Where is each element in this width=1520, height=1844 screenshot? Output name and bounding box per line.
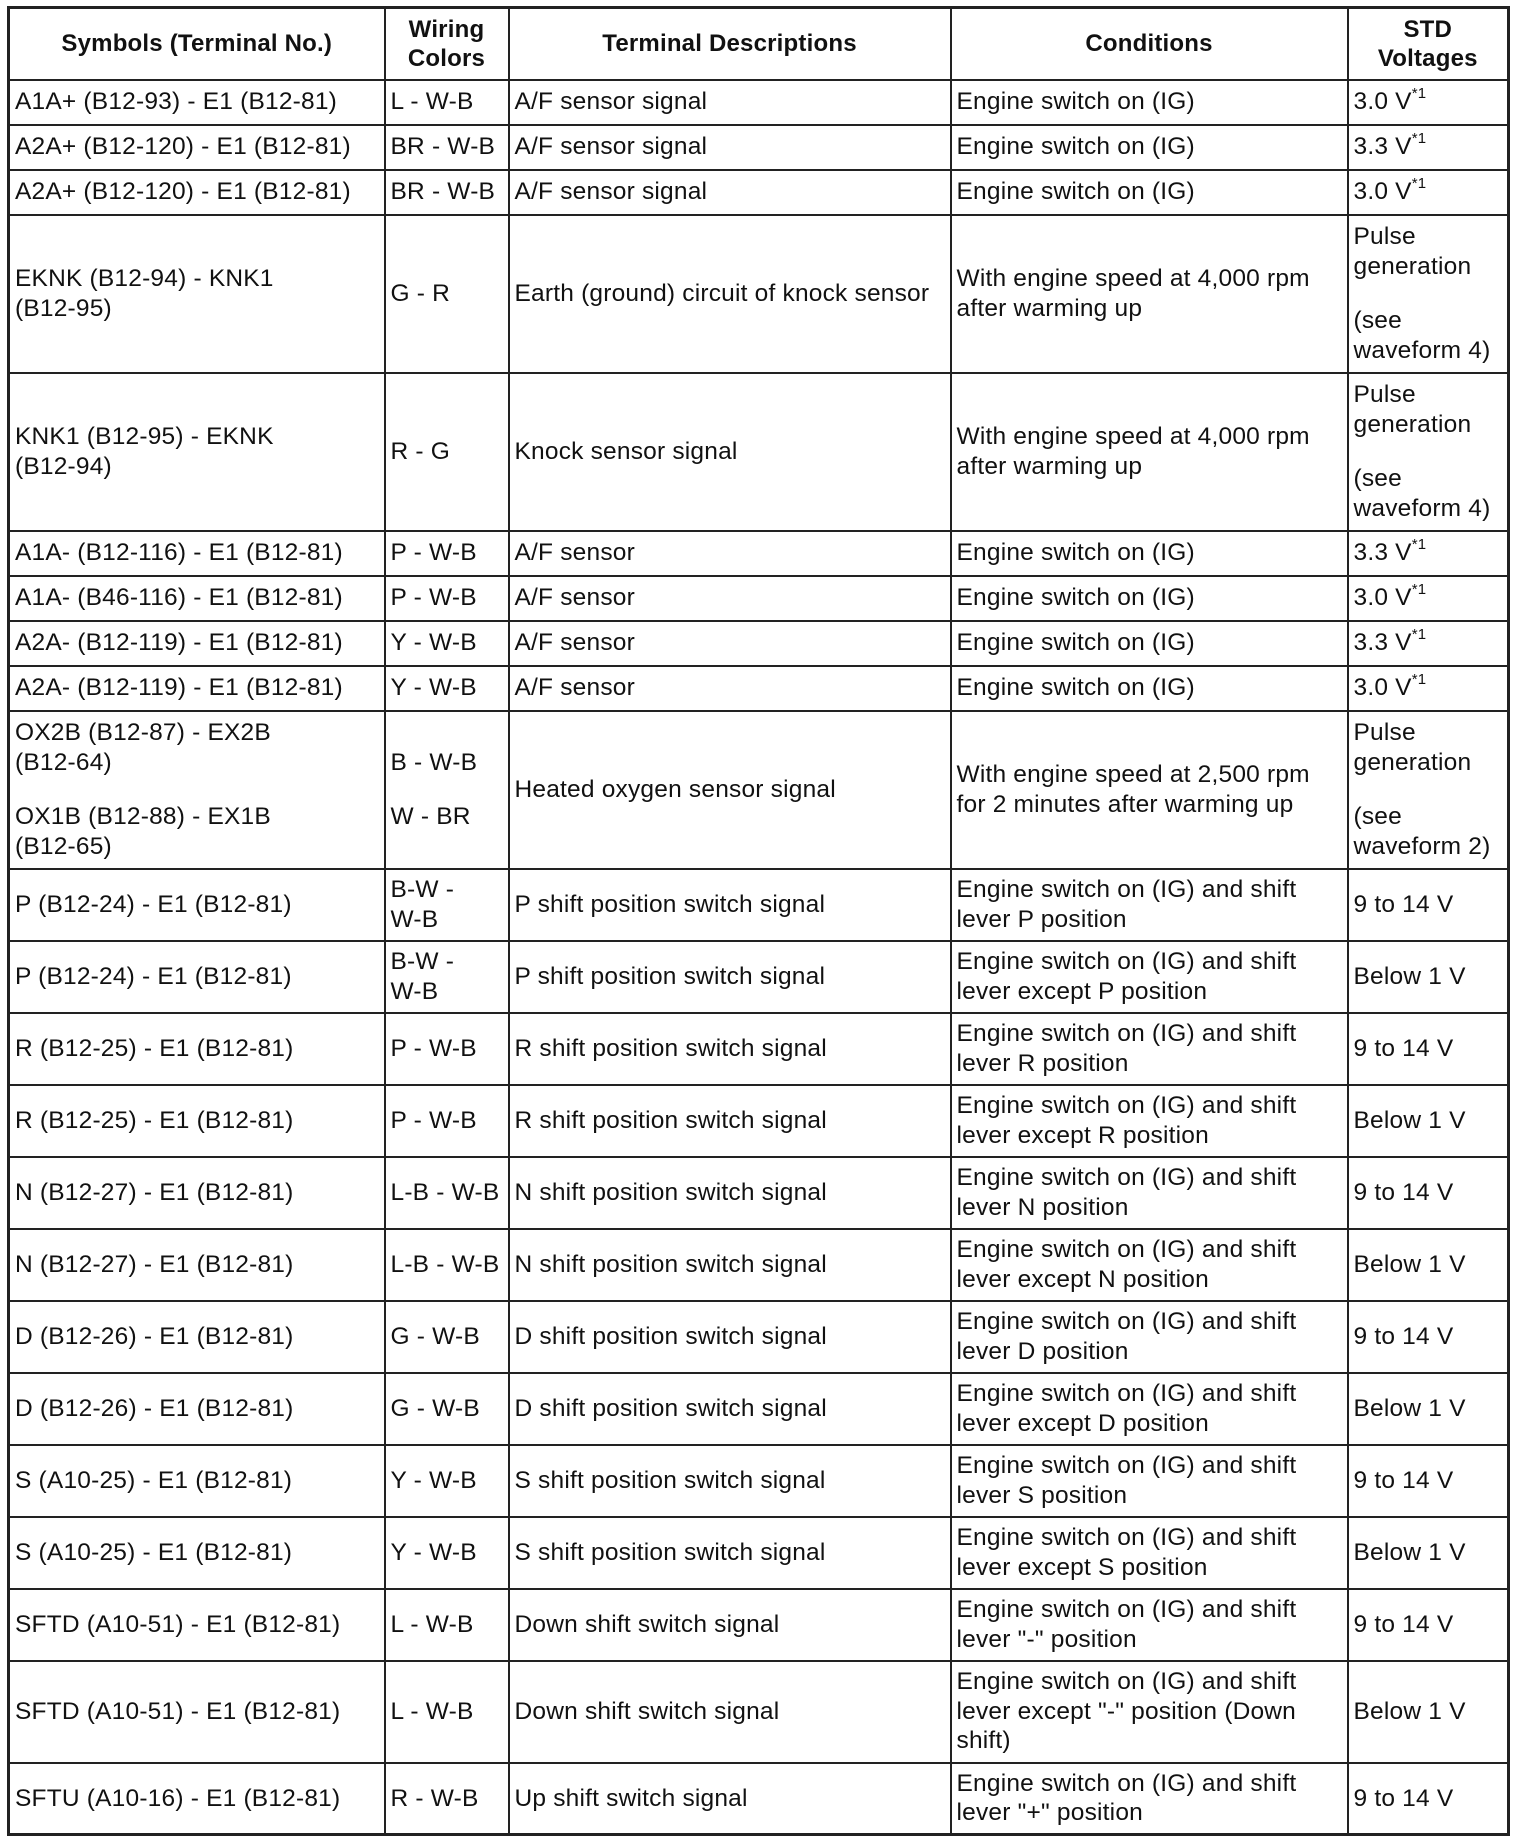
description-cell: P shift position switch signal xyxy=(509,869,951,941)
wiring-color-cell xyxy=(385,1229,509,1301)
condition-cell xyxy=(951,80,1348,125)
condition-cell xyxy=(951,1373,1348,1445)
cell-line: Y - W-B xyxy=(390,1538,477,1566)
header-conditions: Conditions xyxy=(951,8,1348,80)
cell-line: Engine switch on (IG) and shift xyxy=(956,1524,1297,1551)
cell-line: lever except N position xyxy=(956,1265,1209,1293)
header-std-line1: STD xyxy=(1403,15,1453,43)
cell-line: P - W-B xyxy=(390,1034,477,1062)
cell-line: Pulse xyxy=(1353,223,1416,250)
cell-line: Pulse xyxy=(1353,381,1416,408)
cell-line: L - W-B xyxy=(390,1697,474,1725)
cell-line: 9 to 14 V xyxy=(1353,1034,1454,1062)
cell-line: generation xyxy=(1353,252,1472,280)
wiring-color-cell xyxy=(385,1763,509,1835)
std-voltage-cell xyxy=(1348,1013,1509,1085)
wiring-color-cell xyxy=(385,621,509,666)
cell-line: waveform 2) xyxy=(1353,832,1491,860)
symbols-cell xyxy=(9,869,385,941)
cell-line: B-W - xyxy=(390,948,455,975)
table-row xyxy=(9,1445,1509,1517)
cell-line: Y - W-B xyxy=(390,629,477,657)
description-cell: A/F sensor signal xyxy=(509,80,951,125)
table-row xyxy=(9,531,1509,576)
cell-line: L - W-B xyxy=(390,1610,474,1638)
cell-line: N (B12-27) - E1 (B12-81) xyxy=(15,1250,294,1278)
condition-cell xyxy=(951,1589,1348,1661)
wiring-color-cell xyxy=(385,1085,509,1157)
symbols-cell xyxy=(9,1373,385,1445)
description-cell: R shift position switch signal xyxy=(509,1013,951,1085)
table-row xyxy=(9,1301,1509,1373)
cell-line: L-B - W-B xyxy=(390,1178,500,1206)
description-cell: D shift position switch signal xyxy=(509,1301,951,1373)
cell-line: S (A10-25) - E1 (B12-81) xyxy=(15,1466,293,1494)
header-wiring-line1: Wiring xyxy=(408,15,485,43)
wiring-color-cell xyxy=(385,1157,509,1229)
condition-cell xyxy=(951,1661,1348,1763)
description-cell: A/F sensor xyxy=(509,531,951,576)
footnote-mark: *1 xyxy=(1411,85,1427,103)
cell-line: D (B12-26) - E1 (B12-81) xyxy=(15,1394,294,1422)
cell-line: BR - W-B xyxy=(390,133,496,161)
cell-line: 9 to 14 V xyxy=(1353,1610,1454,1638)
description-cell: S shift position switch signal xyxy=(509,1517,951,1589)
cell-line: 9 to 14 V xyxy=(1353,1784,1454,1812)
cell-line: With engine speed at 4,000 rpm xyxy=(956,423,1310,450)
std-voltage-cell xyxy=(1348,621,1509,666)
cell-line: R - W-B xyxy=(390,1784,479,1812)
condition-cell xyxy=(951,711,1348,869)
line-gap xyxy=(1354,439,1503,464)
std-voltage-cell xyxy=(1348,1445,1509,1517)
std-voltage-cell xyxy=(1348,80,1509,125)
std-voltage-cell xyxy=(1348,1301,1509,1373)
terminal-voltage-table xyxy=(7,6,1510,1836)
cell-line: Engine switch on (IG) xyxy=(956,629,1195,657)
cell-line: Below 1 V xyxy=(1353,1538,1466,1566)
description-cell: A/F sensor signal xyxy=(509,125,951,170)
cell-line: lever R position xyxy=(956,1049,1129,1077)
cell-line: lever except "-" position (Down xyxy=(956,1697,1297,1725)
table-row xyxy=(9,1085,1509,1157)
voltage-value: 3.3 V xyxy=(1353,629,1412,657)
symbols-cell xyxy=(9,80,385,125)
table-row xyxy=(9,869,1509,941)
cell-line: Engine switch on (IG) and shift xyxy=(956,1596,1297,1623)
table-row xyxy=(9,1589,1509,1661)
cell-line: Engine switch on (IG) and shift xyxy=(956,1452,1297,1479)
cell-line: Y - W-B xyxy=(390,674,477,702)
cell-line: Y - W-B xyxy=(390,1466,477,1494)
cell-line: Engine switch on (IG) xyxy=(956,584,1195,612)
cell-line: SFTD (A10-51) - E1 (B12-81) xyxy=(15,1610,341,1638)
cell-line: generation xyxy=(1353,410,1472,438)
cell-line: (see xyxy=(1353,803,1402,830)
cell-line: after warming up xyxy=(956,294,1143,322)
header-std-line2: Voltages xyxy=(1377,44,1478,72)
symbols-cell xyxy=(9,1085,385,1157)
cell-line: Below 1 V xyxy=(1353,962,1466,990)
header-std-voltages xyxy=(1348,8,1509,80)
wiring-color-cell xyxy=(385,125,509,170)
line-gap xyxy=(391,777,503,802)
std-voltage-cell xyxy=(1348,373,1509,531)
cell-line: Engine switch on (IG) xyxy=(956,539,1195,567)
cell-line: G - R xyxy=(390,279,451,307)
wiring-color-cell xyxy=(385,80,509,125)
table-row xyxy=(9,125,1509,170)
wiring-color-cell xyxy=(385,941,509,1013)
symbols-cell xyxy=(9,666,385,711)
wiring-color-cell xyxy=(385,1661,509,1763)
cell-line: A2A+ (B12-120) - E1 (B12-81) xyxy=(15,178,351,206)
condition-cell xyxy=(951,869,1348,941)
cell-line: A1A- (B12-116) - E1 (B12-81) xyxy=(15,539,343,567)
cell-line: lever except S position xyxy=(956,1553,1208,1581)
cell-line: Pulse xyxy=(1353,719,1416,746)
cell-line: A2A+ (B12-120) - E1 (B12-81) xyxy=(15,133,351,161)
cell-line: P - W-B xyxy=(390,1106,477,1134)
condition-cell xyxy=(951,215,1348,373)
condition-cell xyxy=(951,373,1348,531)
condition-cell xyxy=(951,125,1348,170)
symbols-cell xyxy=(9,941,385,1013)
cell-line: (B12-95) xyxy=(15,294,112,322)
condition-cell xyxy=(951,531,1348,576)
symbols-cell xyxy=(9,125,385,170)
cell-line: G - W-B xyxy=(390,1322,480,1350)
std-voltage-cell xyxy=(1348,1589,1509,1661)
cell-line: P (B12-24) - E1 (B12-81) xyxy=(15,890,292,918)
cell-line: SFTU (A10-16) - E1 (B12-81) xyxy=(15,1784,341,1812)
description-cell: Knock sensor signal xyxy=(509,373,951,531)
table-row xyxy=(9,711,1509,869)
cell-line: G - W-B xyxy=(390,1394,480,1422)
condition-cell xyxy=(951,1013,1348,1085)
cell-line: Below 1 V xyxy=(1353,1250,1466,1278)
condition-cell xyxy=(951,941,1348,1013)
symbols-cell xyxy=(9,1229,385,1301)
description-cell: P shift position switch signal xyxy=(509,941,951,1013)
line-gap xyxy=(15,777,379,802)
symbols-cell xyxy=(9,215,385,373)
cell-line: (B12-94) xyxy=(15,452,112,480)
cell-line: lever D position xyxy=(956,1337,1129,1365)
symbols-cell xyxy=(9,711,385,869)
header-symbols: Symbols (Terminal No.) xyxy=(9,8,385,80)
cell-line: lever except P position xyxy=(956,977,1208,1005)
symbols-cell xyxy=(9,1301,385,1373)
cell-line: W-B xyxy=(390,905,439,933)
symbols-cell xyxy=(9,621,385,666)
symbols-cell xyxy=(9,1589,385,1661)
std-voltage-cell xyxy=(1348,576,1509,621)
condition-cell xyxy=(951,1085,1348,1157)
symbols-cell xyxy=(9,1517,385,1589)
voltage-value: 3.0 V xyxy=(1353,584,1412,612)
line-gap xyxy=(1354,281,1503,306)
cell-line: (B12-64) xyxy=(15,748,112,776)
cell-line: N (B12-27) - E1 (B12-81) xyxy=(15,1178,294,1206)
table-row xyxy=(9,1157,1509,1229)
cell-line: lever except R position xyxy=(956,1121,1209,1149)
cell-line: B-W - xyxy=(390,876,455,903)
cell-line: Engine switch on (IG) xyxy=(956,674,1195,702)
cell-line: lever S position xyxy=(956,1481,1128,1509)
cell-line: 9 to 14 V xyxy=(1353,1322,1454,1350)
cell-line: (B12-65) xyxy=(15,832,112,860)
symbols-cell xyxy=(9,1661,385,1763)
voltage-value: 3.0 V xyxy=(1353,674,1412,702)
condition-cell xyxy=(951,1301,1348,1373)
description-cell: A/F sensor xyxy=(509,576,951,621)
voltage-value: 3.3 V xyxy=(1353,133,1412,161)
table-row xyxy=(9,621,1509,666)
table-body xyxy=(9,80,1509,1835)
header-wiring-line2: Colors xyxy=(407,44,486,72)
footnote-mark: *1 xyxy=(1411,671,1427,689)
table-row xyxy=(9,80,1509,125)
condition-cell xyxy=(951,1763,1348,1835)
std-voltage-cell xyxy=(1348,711,1509,869)
header-terminal-descriptions: Terminal Descriptions xyxy=(509,8,951,80)
wiring-color-cell xyxy=(385,666,509,711)
symbols-cell xyxy=(9,170,385,215)
cell-line: Below 1 V xyxy=(1353,1106,1466,1134)
cell-line: Engine switch on (IG) and shift xyxy=(956,1380,1297,1407)
std-voltage-cell xyxy=(1348,215,1509,373)
wiring-color-cell xyxy=(385,215,509,373)
cell-line: Below 1 V xyxy=(1353,1394,1466,1422)
cell-line: SFTD (A10-51) - E1 (B12-81) xyxy=(15,1697,341,1725)
std-voltage-cell xyxy=(1348,1661,1509,1763)
cell-line: W-B xyxy=(390,977,439,1005)
cell-line: Engine switch on (IG) and shift xyxy=(956,1769,1297,1797)
table-row xyxy=(9,576,1509,621)
footnote-mark: *1 xyxy=(1411,626,1427,644)
cell-line: Engine switch on (IG) and shift xyxy=(956,1308,1297,1335)
cell-line: 9 to 14 V xyxy=(1353,1178,1454,1206)
table-row xyxy=(9,1517,1509,1589)
description-cell: Down shift switch signal xyxy=(509,1661,951,1763)
cell-line: Engine switch on (IG) and shift xyxy=(956,1668,1297,1696)
description-cell: A/F sensor xyxy=(509,666,951,711)
cell-line: A2A- (B12-119) - E1 (B12-81) xyxy=(15,629,343,657)
cell-line: OX1B (B12-88) - EX1B xyxy=(15,803,271,830)
cell-line: Below 1 V xyxy=(1353,1697,1466,1725)
header-wiring-colors xyxy=(385,8,509,80)
table-row xyxy=(9,1373,1509,1445)
cell-line: lever "-" position xyxy=(956,1625,1137,1653)
symbols-cell xyxy=(9,1445,385,1517)
voltage-value: 3.3 V xyxy=(1353,539,1412,567)
cell-line: Engine switch on (IG) xyxy=(956,178,1195,206)
table-row xyxy=(9,170,1509,215)
std-voltage-cell xyxy=(1348,1085,1509,1157)
description-cell: D shift position switch signal xyxy=(509,1373,951,1445)
condition-cell xyxy=(951,621,1348,666)
table-row xyxy=(9,941,1509,1013)
cell-line: Engine switch on (IG) and shift xyxy=(956,876,1297,903)
wiring-color-cell xyxy=(385,576,509,621)
cell-line: A1A- (B46-116) - E1 (B12-81) xyxy=(15,584,343,612)
description-cell: N shift position switch signal xyxy=(509,1229,951,1301)
cell-line: Engine switch on (IG) and shift xyxy=(956,1164,1297,1191)
description-cell: N shift position switch signal xyxy=(509,1157,951,1229)
cell-line: With engine speed at 2,500 rpm xyxy=(956,761,1310,788)
std-voltage-cell xyxy=(1348,1517,1509,1589)
footnote-mark: *1 xyxy=(1411,175,1427,193)
cell-line: EKNK (B12-94) - KNK1 xyxy=(15,265,274,292)
cell-line: for 2 minutes after warming up xyxy=(956,790,1294,818)
std-voltage-cell xyxy=(1348,125,1509,170)
table-row xyxy=(9,666,1509,711)
table-row xyxy=(9,215,1509,373)
cell-line: W - BR xyxy=(390,803,471,830)
table-row xyxy=(9,1661,1509,1763)
cell-line: 9 to 14 V xyxy=(1353,1466,1454,1494)
symbols-cell xyxy=(9,1763,385,1835)
std-voltage-cell xyxy=(1348,941,1509,1013)
condition-cell xyxy=(951,1157,1348,1229)
cell-line: S (A10-25) - E1 (B12-81) xyxy=(15,1538,293,1566)
wiring-color-cell xyxy=(385,1013,509,1085)
voltage-value: 3.0 V xyxy=(1353,88,1412,116)
condition-cell xyxy=(951,1445,1348,1517)
table-row xyxy=(9,1763,1509,1835)
cell-line: after warming up xyxy=(956,452,1143,480)
cell-line: waveform 4) xyxy=(1353,336,1491,364)
wiring-color-cell xyxy=(385,1445,509,1517)
cell-line: 9 to 14 V xyxy=(1353,890,1454,918)
wiring-color-cell xyxy=(385,1517,509,1589)
cell-line: Engine switch on (IG) and shift xyxy=(956,1092,1297,1119)
condition-cell xyxy=(951,666,1348,711)
description-cell: S shift position switch signal xyxy=(509,1445,951,1517)
table-row xyxy=(9,1229,1509,1301)
std-voltage-cell xyxy=(1348,170,1509,215)
cell-line: With engine speed at 4,000 rpm xyxy=(956,265,1310,292)
cell-line: R (B12-25) - E1 (B12-81) xyxy=(15,1106,294,1134)
cell-line: generation xyxy=(1353,748,1472,776)
wiring-color-cell xyxy=(385,1301,509,1373)
wiring-color-cell xyxy=(385,170,509,215)
footnote-mark: *1 xyxy=(1411,130,1427,148)
cell-line: Engine switch on (IG) and shift xyxy=(956,1236,1297,1263)
description-cell: Up shift switch signal xyxy=(509,1763,951,1835)
cell-line: A1A+ (B12-93) - E1 (B12-81) xyxy=(15,88,338,116)
footnote-mark: *1 xyxy=(1411,536,1427,554)
condition-cell xyxy=(951,1229,1348,1301)
cell-line: lever except D position xyxy=(956,1409,1209,1437)
cell-line: L - W-B xyxy=(390,88,474,116)
wiring-color-cell xyxy=(385,531,509,576)
wiring-color-cell xyxy=(385,1373,509,1445)
description-cell: Down shift switch signal xyxy=(509,1589,951,1661)
cell-line: D (B12-26) - E1 (B12-81) xyxy=(15,1322,294,1350)
condition-cell xyxy=(951,576,1348,621)
std-voltage-cell xyxy=(1348,869,1509,941)
cell-line: P - W-B xyxy=(390,584,477,612)
header-row xyxy=(9,8,1509,80)
symbols-cell xyxy=(9,373,385,531)
symbols-cell xyxy=(9,576,385,621)
cell-line: (see xyxy=(1353,307,1402,334)
std-voltage-cell xyxy=(1348,666,1509,711)
symbols-cell xyxy=(9,531,385,576)
cell-line: Engine switch on (IG) and shift xyxy=(956,1020,1297,1047)
voltage-value: 3.0 V xyxy=(1353,178,1412,206)
symbols-cell xyxy=(9,1157,385,1229)
cell-line: P - W-B xyxy=(390,539,477,567)
wiring-color-cell xyxy=(385,711,509,869)
cell-line: R - G xyxy=(390,437,451,465)
symbols-cell xyxy=(9,1013,385,1085)
wiring-color-cell xyxy=(385,373,509,531)
cell-line: A2A- (B12-119) - E1 (B12-81) xyxy=(15,674,343,702)
cell-line: lever "+" position xyxy=(956,1799,1143,1827)
condition-cell xyxy=(951,170,1348,215)
cell-line: Engine switch on (IG) and shift xyxy=(956,948,1297,975)
description-cell: A/F sensor xyxy=(509,621,951,666)
cell-line: (see xyxy=(1353,465,1402,492)
std-voltage-cell xyxy=(1348,1763,1509,1835)
cell-line: waveform 4) xyxy=(1353,494,1491,522)
table-row xyxy=(9,1013,1509,1085)
cell-line: lever P position xyxy=(956,905,1127,933)
description-cell: A/F sensor signal xyxy=(509,170,951,215)
cell-line: R (B12-25) - E1 (B12-81) xyxy=(15,1034,294,1062)
cell-line: P (B12-24) - E1 (B12-81) xyxy=(15,962,292,990)
cell-line: KNK1 (B12-95) - EKNK xyxy=(15,423,274,450)
std-voltage-cell xyxy=(1348,1157,1509,1229)
description-cell: R shift position switch signal xyxy=(509,1085,951,1157)
cell-line: Engine switch on (IG) xyxy=(956,133,1195,161)
cell-line: shift) xyxy=(956,1727,1011,1755)
footnote-mark: *1 xyxy=(1411,581,1427,599)
cell-line: lever N position xyxy=(956,1193,1129,1221)
line-gap xyxy=(1354,777,1503,802)
std-voltage-cell xyxy=(1348,531,1509,576)
std-voltage-cell xyxy=(1348,1373,1509,1445)
cell-line: Engine switch on (IG) xyxy=(956,88,1195,116)
std-voltage-cell xyxy=(1348,1229,1509,1301)
cell-line: OX2B (B12-87) - EX2B xyxy=(15,719,271,746)
wiring-color-cell xyxy=(385,1589,509,1661)
wiring-color-cell xyxy=(385,869,509,941)
cell-line: BR - W-B xyxy=(390,178,496,206)
cell-line: L-B - W-B xyxy=(390,1250,500,1278)
table-row xyxy=(9,373,1509,531)
condition-cell xyxy=(951,1517,1348,1589)
description-cell: Earth (ground) circuit of knock sensor xyxy=(509,215,951,373)
description-cell: Heated oxygen sensor signal xyxy=(509,711,951,869)
cell-line: B - W-B xyxy=(390,748,478,776)
